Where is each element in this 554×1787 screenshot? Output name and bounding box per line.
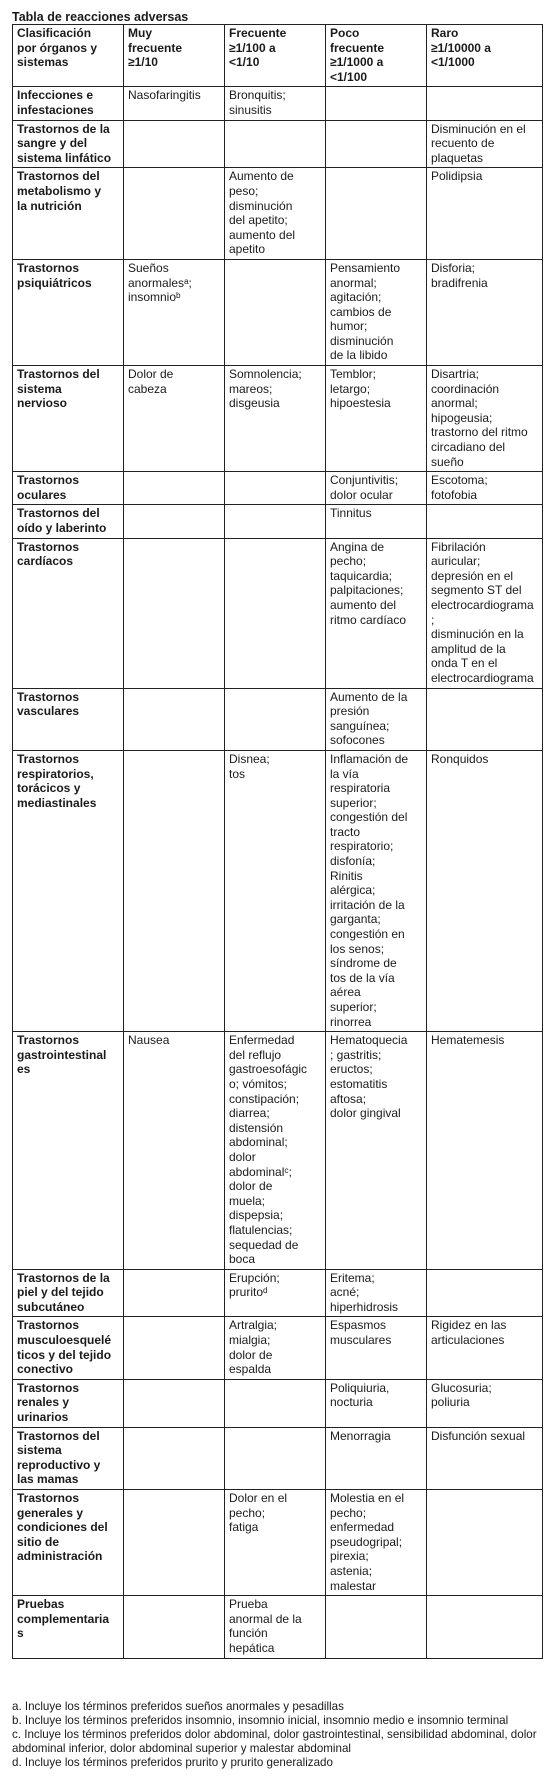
header-uncommon: Poco frecuente ≥1/1000 a <1/100: [326, 25, 427, 87]
table-row: [13, 259, 543, 365]
common-cell: [225, 505, 326, 538]
common-cell: [225, 538, 326, 688]
footnote-b: b. Incluye los términos preferidos insomnio, insomnio inicial, insomnio medio e insomnio terminal: [12, 1714, 509, 1727]
table-row: [13, 1379, 543, 1427]
uncommon-cell: Espasmos musculares: [326, 1317, 427, 1379]
common-cell: Enfermedad del reflujo gastroesofágic o; vómitos; constipación; diarrea; distensión abdominal; dolor abdominalᶜ; dolor de muela; dispepsia; flatulencias; sequedad de boca: [225, 1032, 326, 1270]
soc-cell: Trastornos del sistema nervioso: [13, 366, 124, 472]
common-cell: Erupción; pruritoᵈ: [225, 1269, 326, 1317]
uncommon-cell: Eritema; acné; hiperhidrosis: [326, 1269, 427, 1317]
very-common-cell: Nausea: [124, 1032, 225, 1270]
common-cell: Artralgia; mialgia; dolor de espalda: [225, 1317, 326, 1379]
uncommon-cell: Tinnitus: [326, 505, 427, 538]
soc-cell: Pruebas complementaria s: [13, 1596, 124, 1658]
uncommon-cell: Inflamación de la vía respiratoria superior; congestión del tracto respiratorio; disfonía; Rinitis alérgica; irritación de la garganta; congestión en los senos; síndrome de tos de la vía aérea superior; rinorrea: [326, 750, 427, 1031]
rare-cell: [427, 1269, 543, 1317]
uncommon-cell: Poliquiuria, nocturia: [326, 1379, 427, 1427]
table-row: [13, 1427, 543, 1489]
rare-cell: [427, 688, 543, 750]
rare-cell: Disforia; bradifrenia: [427, 259, 543, 365]
common-cell: [225, 1379, 326, 1427]
soc-cell: Trastornos generales y condiciones del sitio de administración: [13, 1490, 124, 1596]
soc-cell: Trastornos musculoesquelé ticos y del tejido conectivo: [13, 1317, 124, 1379]
rare-cell: Fibrilación auricular; depresión en el segmento ST del electrocardiograma ; disminución en la amplitud de la onda T en el electrocardiograma: [427, 538, 543, 688]
soc-cell: Trastornos cardíacos: [13, 538, 124, 688]
uncommon-cell: [326, 87, 427, 120]
uncommon-cell: Molestia en el pecho; enfermedad pseudogripal; pirexia; astenia; malestar: [326, 1490, 427, 1596]
soc-cell: Trastornos del sistema reproductivo y las mamas: [13, 1427, 124, 1489]
uncommon-cell: Angina de pecho; taquicardia; palpitaciones; aumento del ritmo cardíaco: [326, 538, 427, 688]
soc-cell: Trastornos de la sangre y del sistema linfático: [13, 120, 124, 168]
very-common-cell: Nasofaringitis: [124, 87, 225, 120]
uncommon-cell: [326, 168, 427, 260]
very-common-cell: [124, 472, 225, 505]
uncommon-cell: Conjuntivitis; dolor ocular: [326, 472, 427, 505]
very-common-cell: [124, 1269, 225, 1317]
adverse-reactions-table: [12, 24, 543, 1659]
very-common-cell: [124, 120, 225, 168]
footnote-d: d. Incluye los términos preferidos prurito y prurito generalizado: [12, 1756, 333, 1769]
soc-cell: Trastornos vasculares: [13, 688, 124, 750]
table-title: Tabla de reacciones adversas: [12, 10, 189, 24]
table-row: [13, 1269, 543, 1317]
soc-cell: Infecciones e infestaciones: [13, 87, 124, 120]
common-cell: [225, 1427, 326, 1489]
very-common-cell: [124, 538, 225, 688]
table-row: [13, 1317, 543, 1379]
header-rare: Raro ≥1/10000 a <1/1000: [427, 25, 543, 87]
rare-cell: Disfunción sexual: [427, 1427, 543, 1489]
table-row: [13, 750, 543, 1031]
very-common-cell: Dolor de cabeza: [124, 366, 225, 472]
header-very-common: Muy frecuente ≥1/10: [124, 25, 225, 87]
header-common: Frecuente ≥1/100 a <1/10: [225, 25, 326, 87]
soc-cell: Trastornos respiratorios, torácicos y mediastinales: [13, 750, 124, 1031]
common-cell: [225, 688, 326, 750]
very-common-cell: [124, 1427, 225, 1489]
soc-cell: Trastornos gastrointestinal es: [13, 1032, 124, 1270]
soc-cell: Trastornos del oído y laberinto: [13, 505, 124, 538]
very-common-cell: [124, 1317, 225, 1379]
uncommon-cell: Pensamiento anormal; agitación; cambios de humor; disminución de la libido: [326, 259, 427, 365]
table-row: [13, 87, 543, 120]
soc-cell: Trastornos renales y urinarios: [13, 1379, 124, 1427]
soc-cell: Trastornos oculares: [13, 472, 124, 505]
common-cell: [225, 472, 326, 505]
uncommon-cell: Menorragia: [326, 1427, 427, 1489]
rare-cell: [427, 1490, 543, 1596]
rare-cell: [427, 1596, 543, 1658]
uncommon-cell: [326, 1596, 427, 1658]
footnote-a: a. Incluye los términos preferidos sueños anormales y pesadillas: [12, 1700, 344, 1713]
table-row: [13, 120, 543, 168]
common-cell: Prueba anormal de la función hepática: [225, 1596, 326, 1658]
table-header-row: [13, 25, 543, 87]
common-cell: [225, 120, 326, 168]
soc-cell: Trastornos del metabolismo y la nutrición: [13, 168, 124, 260]
very-common-cell: [124, 1490, 225, 1596]
uncommon-cell: Temblor; letargo; hipoestesia: [326, 366, 427, 472]
footnotes: [12, 1700, 544, 1770]
table-row: [13, 1032, 543, 1270]
common-cell: Somnolencia; mareos; disgeusia: [225, 366, 326, 472]
common-cell: Bronquitis; sinusitis: [225, 87, 326, 120]
soc-cell: Trastornos psiquiátricos: [13, 259, 124, 365]
very-common-cell: [124, 168, 225, 260]
very-common-cell: [124, 750, 225, 1031]
very-common-cell: [124, 1379, 225, 1427]
header-soc: Clasificación por órganos y sistemas: [13, 25, 124, 87]
table-row: [13, 1596, 543, 1658]
rare-cell: Glucosuria; poliuria: [427, 1379, 543, 1427]
table-body: [13, 87, 543, 1658]
rare-cell: [427, 87, 543, 120]
uncommon-cell: [326, 120, 427, 168]
rare-cell: Escotoma; fotofobia: [427, 472, 543, 505]
uncommon-cell: Aumento de la presión sanguínea; sofocones: [326, 688, 427, 750]
common-cell: Disnea; tos: [225, 750, 326, 1031]
uncommon-cell: Hematoquecia ; gastritis; eructos; estomatitis aftosa; dolor gingival: [326, 1032, 427, 1270]
very-common-cell: [124, 688, 225, 750]
soc-cell: Trastornos de la piel y del tejido subcutáneo: [13, 1269, 124, 1317]
very-common-cell: Sueños anormalesᵃ; insomnioᵇ: [124, 259, 225, 365]
very-common-cell: [124, 505, 225, 538]
rare-cell: Polidipsia: [427, 168, 543, 260]
rare-cell: Rigidez en las articulaciones: [427, 1317, 543, 1379]
table-row: [13, 472, 543, 505]
rare-cell: Disminución en el recuento de plaquetas: [427, 120, 543, 168]
table-row: [13, 688, 543, 750]
common-cell: Aumento de peso; disminución del apetito; aumento del apetito: [225, 168, 326, 260]
table-row: [13, 538, 543, 688]
table-row: [13, 1490, 543, 1596]
very-common-cell: [124, 1596, 225, 1658]
rare-cell: Ronquidos: [427, 750, 543, 1031]
table-row: [13, 505, 543, 538]
common-cell: Dolor en el pecho; fatiga: [225, 1490, 326, 1596]
table-row: [13, 168, 543, 260]
table-row: [13, 366, 543, 472]
common-cell: [225, 259, 326, 365]
footnote-c: c. Incluye los términos preferidos dolor abdominal, dolor gastrointestinal, sensibilidad abdominal, dolor abdominal inferior, dolor abdominal superior y malestar abdominal: [12, 1728, 537, 1755]
rare-cell: Hematemesis: [427, 1032, 543, 1270]
rare-cell: Disartria; coordinación anormal; hipogeusia; trastorno del ritmo circadiano del sueño: [427, 366, 543, 472]
rare-cell: [427, 505, 543, 538]
